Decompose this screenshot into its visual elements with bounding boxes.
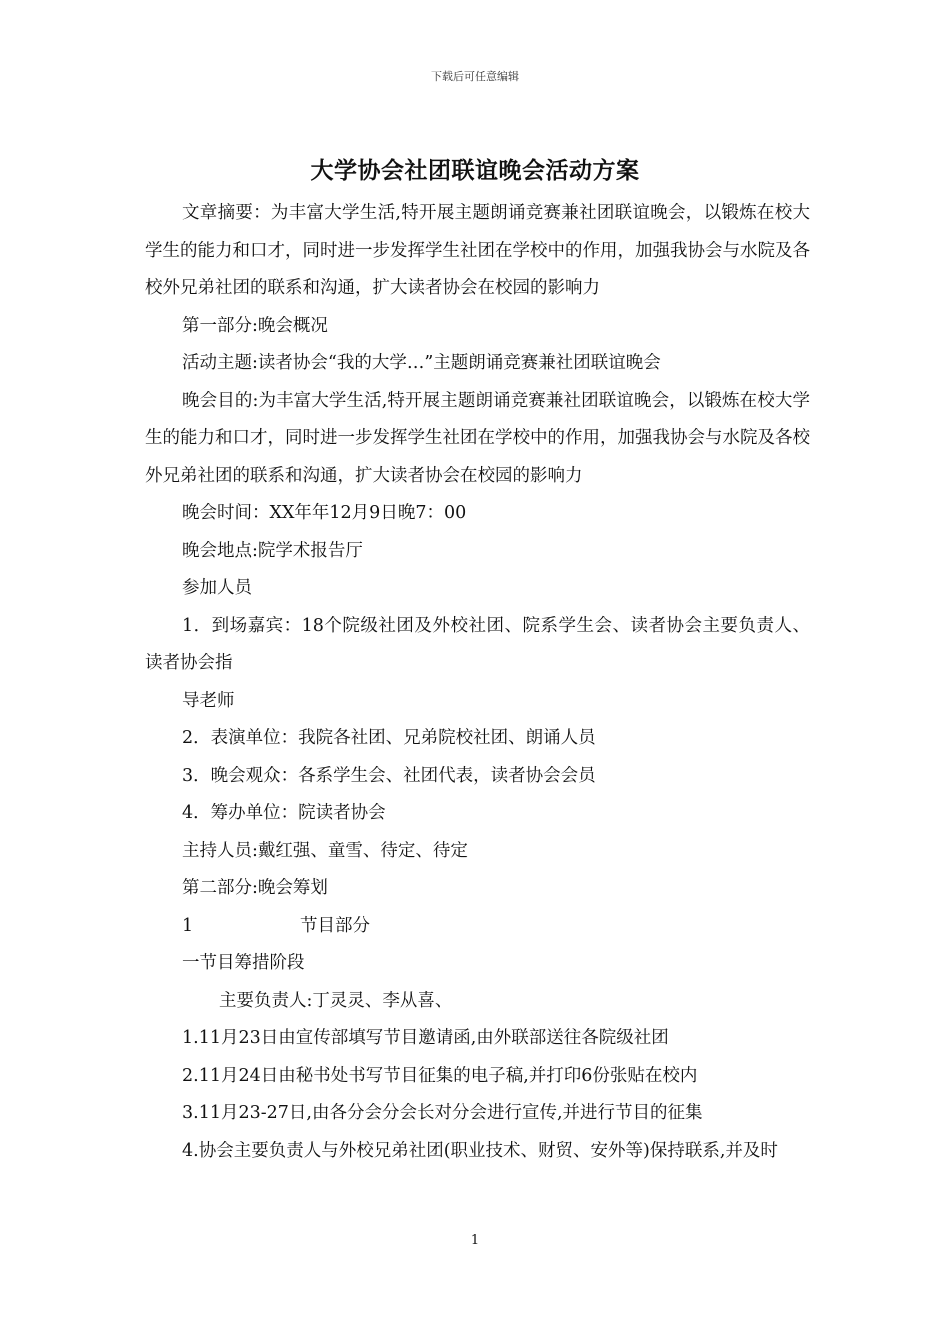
paragraph-time: 晚会时间：XX年年12月9日晚7：00 <box>182 503 467 523</box>
paragraph-audience: 3．晚会观众：各系学生会、社团代表，读者协会会员 <box>182 765 596 786</box>
paragraph-purpose: 晚会目的:为丰富大学生活,特开展主题朗诵竞赛兼社团联谊晚会，以锻炼在校大学生的能力和口才，同时进一步发挥学生社团在学校中的作用，加强我协会与水院及各校外兄弟社团的联系和沟通，扩大读者协会在校园的影响力 <box>145 390 810 486</box>
paragraph-venue: 晚会地点:院学术报告厅 <box>182 540 363 561</box>
paragraph-hosts: 主持人员:戴红强、童雪、待定、待定 <box>182 840 468 861</box>
paragraph-step-4: 4.协会主要负责人与外校兄弟社团(职业技术、财贸、安外等)保持联系,并及时 <box>182 1140 778 1161</box>
paragraph-guests: 1．到场嘉宾：18个院级社团及外校社团、院系学生会、读者协会主要负责人、读者协会指 <box>145 615 810 673</box>
paragraph-step-3: 3.11月23-27日,由各分会分会长对分会进行宣传,并进行节目的征集 <box>182 1103 703 1123</box>
paragraph-step-1: 1.11月23日由宣传部填写节目邀请函,由外联部送往各院级社团 <box>182 1028 669 1048</box>
document-title: 大学协会社团联谊晚会活动方案 <box>310 157 640 184</box>
paragraph-performers: 2．表演单位：我院各社团、兄弟院校社团、朗诵人员 <box>182 728 596 748</box>
paragraph-guests-continued: 导老师 <box>182 690 235 711</box>
section-row-number: 1 <box>182 915 194 936</box>
paragraph-part-one-heading: 第一部分:晚会概况 <box>182 315 328 336</box>
paragraph-step-2: 2.11月24日由秘书处书写节目征集的电子稿,并打印6份张贴在校内 <box>182 1065 698 1086</box>
section-row-program <box>145 908 810 946</box>
document-body <box>145 195 810 1170</box>
page-number: 1 <box>470 1233 480 1248</box>
paragraph-organizer: 4．筹办单位：院读者协会 <box>182 803 386 823</box>
paragraph-part-two-heading: 第二部分:晚会筹划 <box>182 878 328 898</box>
paragraph-abstract: 文章摘要：为丰富大学生活,特开展主题朗诵竞赛兼社团联谊晚会，以锻炼在校大学生的能力和口才，同时进一步发挥学生社团在学校中的作用，加强我协会与水院及各校外兄弟社团的联系和沟通，扩大读者协会在校园的影响力 <box>145 203 810 298</box>
paragraph-participants-heading: 参加人员 <box>182 578 252 598</box>
paragraph-responsible: 主要负责人:丁灵灵、李从喜、 <box>219 990 453 1011</box>
paragraph-theme: 活动主题:读者协会“我的大学…”主题朗诵竞赛兼社团联谊晚会 <box>182 353 661 373</box>
header-note: 下载后可任意编辑 <box>431 70 519 83</box>
paragraph-program-stage: 一节目筹措阶段 <box>182 953 305 973</box>
section-row-label: 节目部分 <box>300 915 370 936</box>
